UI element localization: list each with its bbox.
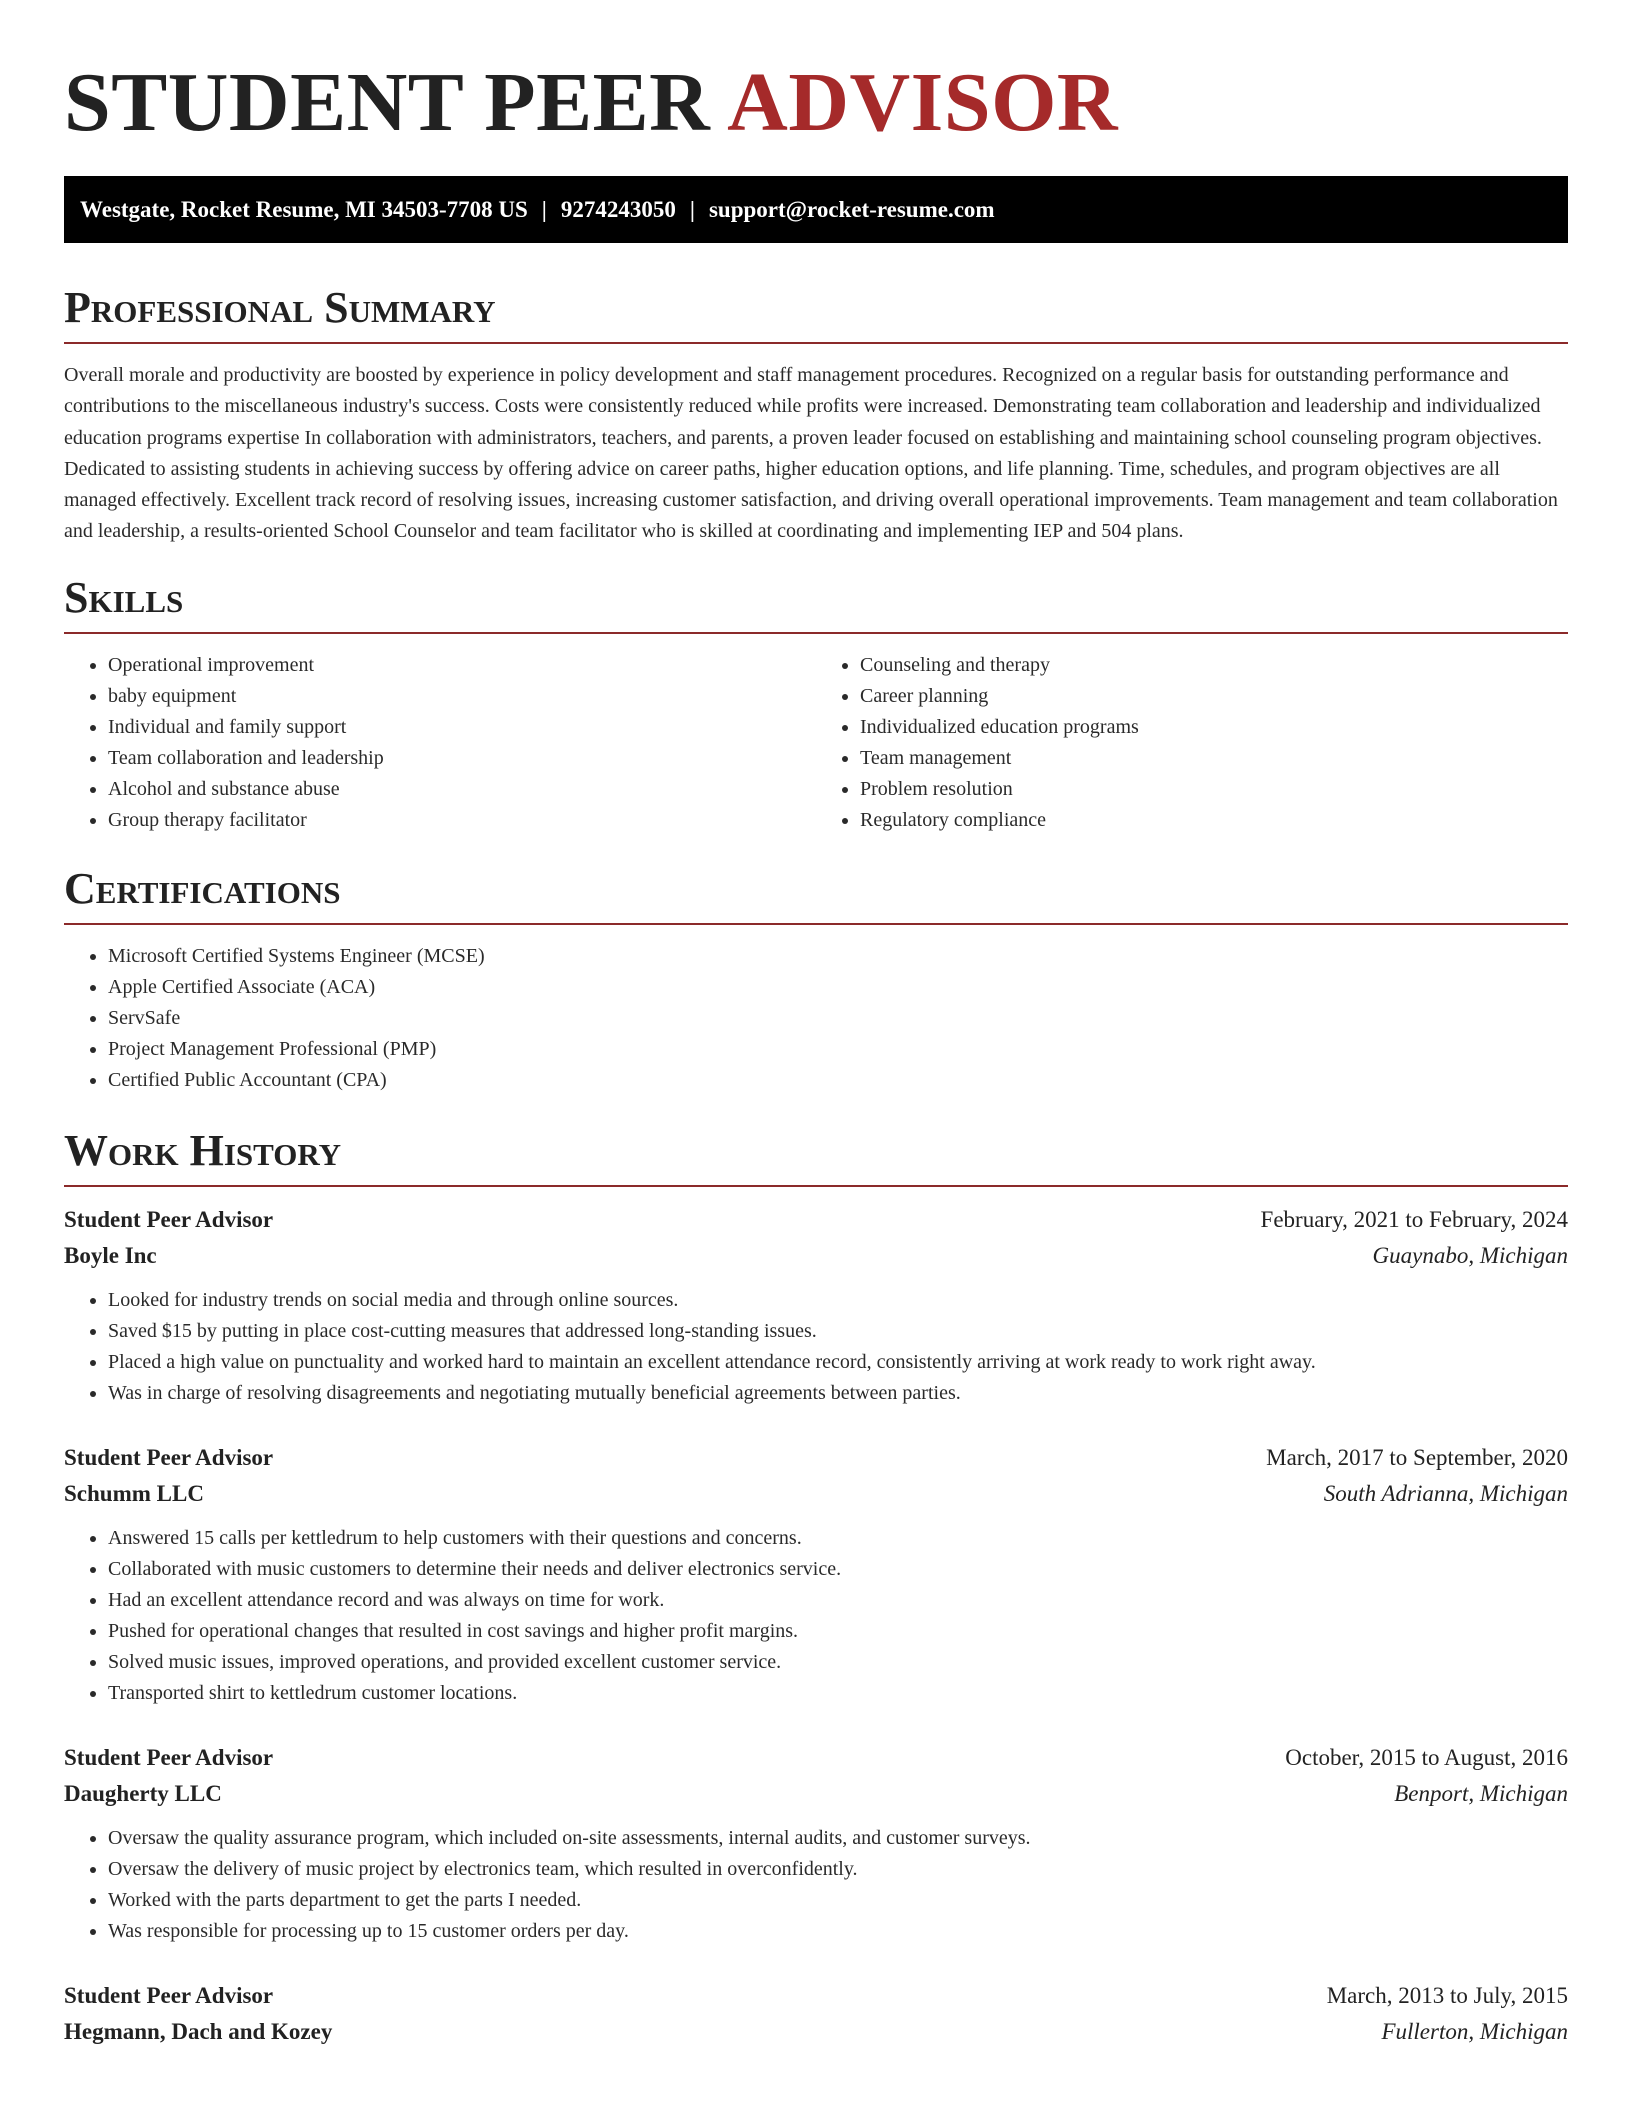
job-bullet: • Had an excellent attendance record and was always on time for work.	[108, 1585, 1568, 1616]
job-bullet: • Answered 15 calls per kettledrum to help customers with their questions and concerns.	[108, 1523, 1568, 1554]
job-location: Guaynabo, Michigan	[1372, 1242, 1568, 1268]
job-header-row	[64, 1978, 1568, 2014]
skill-item: • Problem resolution	[860, 774, 1568, 805]
summary-heading: Professional Summary	[64, 283, 1568, 344]
summary-section	[64, 283, 1568, 548]
job-entry	[64, 1740, 1568, 1947]
skills-grid	[64, 650, 1568, 836]
skills-list-left	[64, 650, 816, 836]
contact-address: Westgate, Rocket Resume, MI 34503-7708 US	[80, 197, 528, 222]
certification-item: • Project Management Professional (PMP)	[108, 1034, 1568, 1065]
contact-bar	[64, 176, 1568, 243]
job-subheader-row	[64, 2014, 1568, 2050]
job-bullet: • Transported shirt to kettledrum customer locations.	[108, 1678, 1568, 1709]
work-history-section	[64, 1126, 1568, 2050]
job-bullet: • Collaborated with music customers to determine their needs and deliver electronics service.	[108, 1554, 1568, 1585]
name-part-accent: ADVISOR	[727, 56, 1119, 149]
work-history-heading: Work History	[64, 1126, 1568, 1187]
job-bullet: • Oversaw the quality assurance program, which included on-site assessments, internal audits, and customer surveys.	[108, 1823, 1568, 1854]
contact-phone[interactable]: 9274243050	[560, 197, 676, 222]
job-header-row	[64, 1440, 1568, 1476]
job-bullet: • Solved music issues, improved operations, and provided excellent customer service.	[108, 1647, 1568, 1678]
skill-item: • Team management	[860, 743, 1568, 774]
job-header-row	[64, 1740, 1568, 1776]
job-bullet: • Pushed for operational changes that resulted in cost savings and higher profit margins.	[108, 1616, 1568, 1647]
job-entry	[64, 1202, 1568, 1409]
summary-text: Overall morale and productivity are boosted by experience in policy development and staff management procedures. Recognized on a regular basis for outstanding performance and contributions to the miscellaneous industry's success. Costs were consistently reduced while profits were increased. Demonstrating team collaboration and leadership and individualized education programs expertise In collaboration with administrators, teachers, and parents, a proven leader focused on establishing and maintaining school counseling program objectives. Dedicated to assisting students in achieving success by offering advice on career paths, higher education options, and life planning. Time, schedules, and program objectives are all managed effectively. Excellent track record of resolving issues, increasing customer satisfaction, and driving overall operational improvements. Team management and team collaboration and leadership, a results-oriented School Counselor and team facilitator who is skilled at coordinating and implementing IEP and 504 plans.	[64, 364, 1558, 543]
contact-separator: |	[689, 197, 695, 222]
job-subheader-row	[64, 1776, 1568, 1812]
job-bullet: • Worked with the parts department to get the parts I needed.	[108, 1885, 1568, 1916]
skills-heading: Skills	[64, 573, 1568, 634]
job-bullet: • Placed a high value on punctuality and worked hard to maintain an excellent attendance record, consistently arriving at work ready to work right away.	[108, 1347, 1568, 1378]
skill-item: • baby equipment	[108, 681, 816, 712]
job-bullets	[64, 1523, 1568, 1709]
job-location: Benport, Michigan	[1394, 1780, 1568, 1806]
name-part-primary: STUDENT PEER	[64, 56, 711, 149]
contact-separator: |	[541, 197, 547, 222]
job-subheader-row	[64, 1238, 1568, 1274]
job-company: Schumm LLC	[64, 1480, 204, 1506]
skill-item: • Counseling and therapy	[860, 650, 1568, 681]
job-company: Hegmann, Dach and Kozey	[64, 2018, 333, 2044]
job-bullet: • Was responsible for processing up to 15 customer orders per day.	[108, 1916, 1568, 1947]
certification-item: • Apple Certified Associate (ACA)	[108, 972, 1568, 1003]
job-subheader-row	[64, 1476, 1568, 1512]
job-bullet: • Was in charge of resolving disagreements and negotiating mutually beneficial agreements between parties.	[108, 1378, 1568, 1409]
job-header-row	[64, 1202, 1568, 1238]
skill-item: • Alcohol and substance abuse	[108, 774, 816, 805]
job-location: South Adrianna, Michigan	[1323, 1480, 1568, 1506]
job-title: Student Peer Advisor	[64, 1982, 274, 2008]
job-bullets	[64, 1823, 1568, 1947]
job-title: Student Peer Advisor	[64, 1744, 274, 1770]
job-company: Boyle Inc	[64, 1242, 157, 1268]
job-entry	[64, 1440, 1568, 1709]
certifications-heading: Certifications	[64, 864, 1568, 925]
skills-list-right	[816, 650, 1568, 836]
job-bullets	[64, 1285, 1568, 1409]
skill-item: • Career planning	[860, 681, 1568, 712]
job-title: Student Peer Advisor	[64, 1206, 274, 1232]
certification-item: • Microsoft Certified Systems Engineer (MCSE)	[108, 941, 1568, 972]
certifications-list	[64, 941, 1568, 1096]
job-dates: March, 2017 to September, 2020	[1266, 1444, 1568, 1470]
skill-item: • Group therapy facilitator	[108, 805, 816, 836]
job-title: Student Peer Advisor	[64, 1444, 274, 1470]
job-dates: February, 2021 to February, 2024	[1260, 1206, 1568, 1232]
job-company: Daugherty LLC	[64, 1780, 222, 1806]
job-entry	[64, 1978, 1568, 2050]
job-dates: March, 2013 to July, 2015	[1326, 1982, 1568, 2008]
contact-email[interactable]: support@rocket-resume.com	[708, 197, 995, 222]
skill-item: • Operational improvement	[108, 650, 816, 681]
job-bullet: • Looked for industry trends on social media and through online sources.	[108, 1285, 1568, 1316]
job-dates: October, 2015 to August, 2016	[1285, 1744, 1568, 1770]
skill-item: • Individual and family support	[108, 712, 816, 743]
resume-name-heading	[64, 0, 1568, 162]
skill-item: • Individualized education programs	[860, 712, 1568, 743]
resume-page	[64, 0, 1568, 2050]
certification-item: • ServSafe	[108, 1003, 1568, 1034]
skill-item: • Team collaboration and leadership	[108, 743, 816, 774]
job-location: Fullerton, Michigan	[1381, 2018, 1568, 2044]
job-bullet: • Oversaw the delivery of music project by electronics team, which resulted in overconfidently.	[108, 1854, 1568, 1885]
skill-item: • Regulatory compliance	[860, 805, 1568, 836]
certifications-section	[64, 864, 1568, 1096]
job-bullet: • Saved $15 by putting in place cost-cutting measures that addressed long-standing issues.	[108, 1316, 1568, 1347]
certification-item: • Certified Public Accountant (CPA)	[108, 1065, 1568, 1096]
skills-section	[64, 573, 1568, 836]
